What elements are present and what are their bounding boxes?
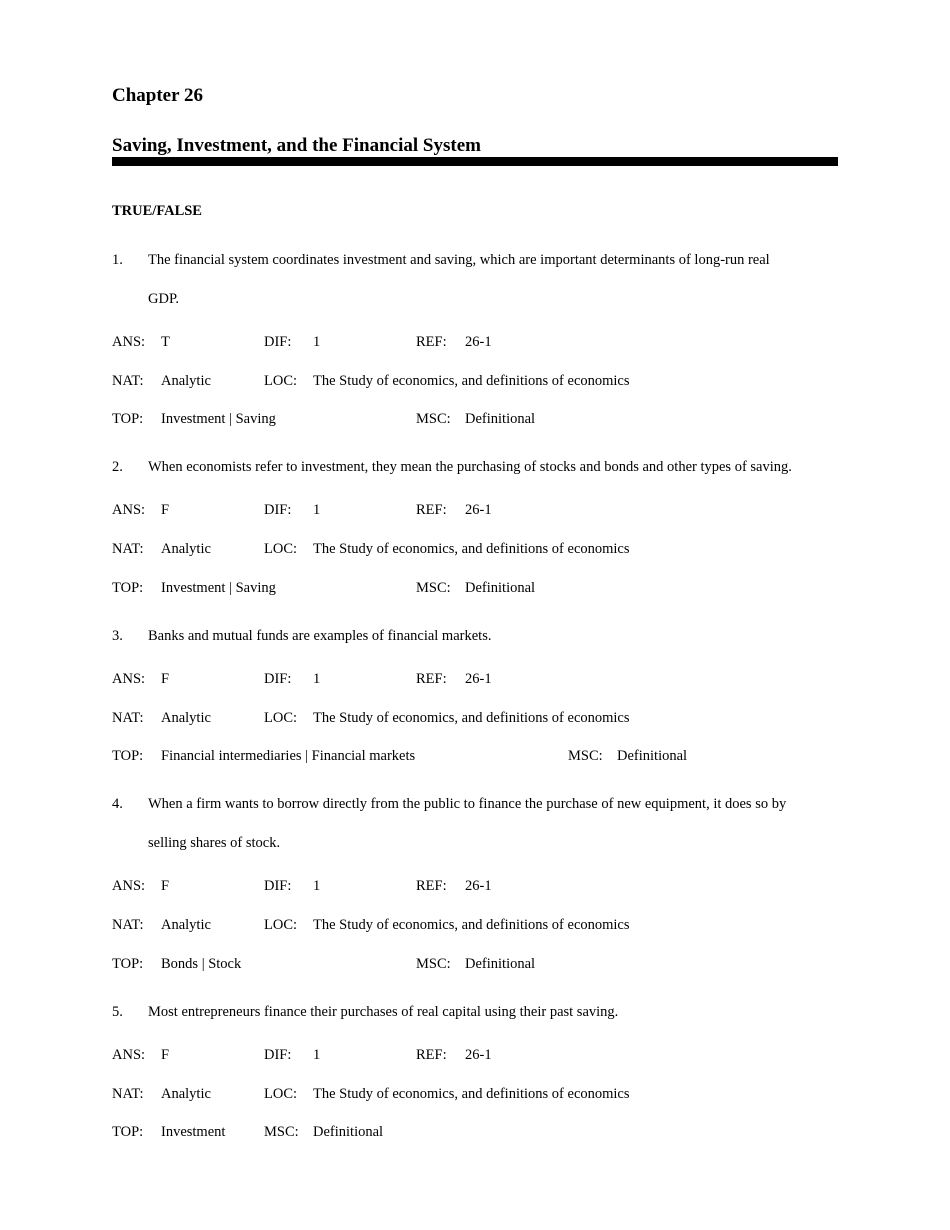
ans-label: ANS: — [112, 1047, 146, 1063]
question-number: 4. — [112, 796, 123, 812]
msc-label: MSC: — [568, 748, 603, 764]
ref-label: REF: — [416, 334, 447, 350]
question-text: Banks and mutual funds are examples of financial markets. — [148, 628, 492, 644]
ref-label: REF: — [416, 1047, 447, 1063]
question-number: 2. — [112, 459, 123, 475]
top-label: TOP: — [112, 748, 144, 764]
ref-value: 26-1 — [465, 334, 492, 350]
msc-value: Definitional — [465, 956, 536, 972]
ans-value: F — [161, 671, 170, 687]
ans-value: F — [161, 1047, 170, 1063]
top-value: Bonds | Stock — [161, 956, 242, 972]
loc-value: The Study of economics, and definitions of economics — [313, 373, 630, 389]
dif-value: 1 — [313, 1047, 321, 1063]
dif-label: DIF: — [264, 878, 292, 894]
ans-label: ANS: — [112, 334, 146, 350]
question-text: When a firm wants to borrow directly from the public to finance the purchase of new equipment, it does so by — [148, 796, 787, 812]
ref-value: 26-1 — [465, 878, 492, 894]
loc-label: LOC: — [264, 1086, 298, 1102]
chapter-heading: Chapter 26 — [112, 85, 203, 106]
ans-label: ANS: — [112, 502, 146, 518]
ref-value: 26-1 — [465, 502, 492, 518]
top-label: TOP: — [112, 1124, 144, 1140]
ans-value: F — [161, 878, 170, 894]
loc-value: The Study of economics, and definitions of economics — [313, 710, 630, 726]
loc-label: LOC: — [264, 541, 298, 557]
loc-value: The Study of economics, and definitions of economics — [313, 917, 630, 933]
nat-value: Analytic — [161, 710, 211, 726]
ans-value: F — [161, 502, 170, 518]
question-number: 1. — [112, 252, 123, 268]
msc-value: Definitional — [617, 748, 688, 764]
dif-value: 1 — [313, 878, 321, 894]
loc-value: The Study of economics, and definitions of economics — [313, 1086, 630, 1102]
dif-label: DIF: — [264, 1047, 292, 1063]
question-text: GDP. — [148, 291, 180, 307]
nat-label: NAT: — [112, 1086, 144, 1102]
section-heading: TRUE/FALSE — [112, 203, 202, 219]
msc-label: MSC: — [264, 1124, 299, 1140]
msc-value: Definitional — [313, 1124, 384, 1140]
top-label: TOP: — [112, 411, 144, 427]
title-rule — [112, 157, 838, 166]
ref-label: REF: — [416, 671, 447, 687]
question-text: When economists refer to investment, they mean the purchasing of stocks and bonds and other types of saving. — [148, 459, 792, 475]
top-label: TOP: — [112, 580, 144, 596]
top-value: Investment | Saving — [161, 411, 276, 427]
nat-value: Analytic — [161, 541, 211, 557]
dif-label: DIF: — [264, 334, 292, 350]
top-value: Investment | Saving — [161, 580, 276, 596]
nat-label: NAT: — [112, 917, 144, 933]
msc-value: Definitional — [465, 580, 536, 596]
msc-value: Definitional — [465, 411, 536, 427]
loc-value: The Study of economics, and definitions of economics — [313, 541, 630, 557]
nat-label: NAT: — [112, 710, 144, 726]
ans-value: T — [161, 334, 170, 350]
top-value: Investment — [161, 1124, 226, 1140]
loc-label: LOC: — [264, 373, 298, 389]
nat-label: NAT: — [112, 541, 144, 557]
nat-value: Analytic — [161, 373, 211, 389]
top-label: TOP: — [112, 956, 144, 972]
nat-label: NAT: — [112, 373, 144, 389]
question-number: 3. — [112, 628, 123, 644]
ref-value: 26-1 — [465, 671, 492, 687]
msc-label: MSC: — [416, 580, 451, 596]
nat-value: Analytic — [161, 1086, 211, 1102]
msc-label: MSC: — [416, 956, 451, 972]
top-value: Financial intermediaries | Financial markets — [161, 748, 416, 764]
chapter-title: Saving, Investment, and the Financial System — [112, 135, 481, 156]
dif-label: DIF: — [264, 502, 292, 518]
ans-label: ANS: — [112, 878, 146, 894]
question-text: The financial system coordinates investment and saving, which are important determinants of long-run real — [148, 252, 770, 268]
question-text: Most entrepreneurs finance their purchases of real capital using their past saving. — [148, 1004, 619, 1020]
dif-value: 1 — [313, 671, 321, 687]
msc-label: MSC: — [416, 411, 451, 427]
nat-value: Analytic — [161, 917, 211, 933]
question-text: selling shares of stock. — [148, 835, 281, 851]
ans-label: ANS: — [112, 671, 146, 687]
dif-value: 1 — [313, 502, 321, 518]
loc-label: LOC: — [264, 710, 298, 726]
dif-label: DIF: — [264, 671, 292, 687]
ref-label: REF: — [416, 878, 447, 894]
dif-value: 1 — [313, 334, 321, 350]
question-number: 5. — [112, 1004, 123, 1020]
ref-label: REF: — [416, 502, 447, 518]
loc-label: LOC: — [264, 917, 298, 933]
ref-value: 26-1 — [465, 1047, 492, 1063]
